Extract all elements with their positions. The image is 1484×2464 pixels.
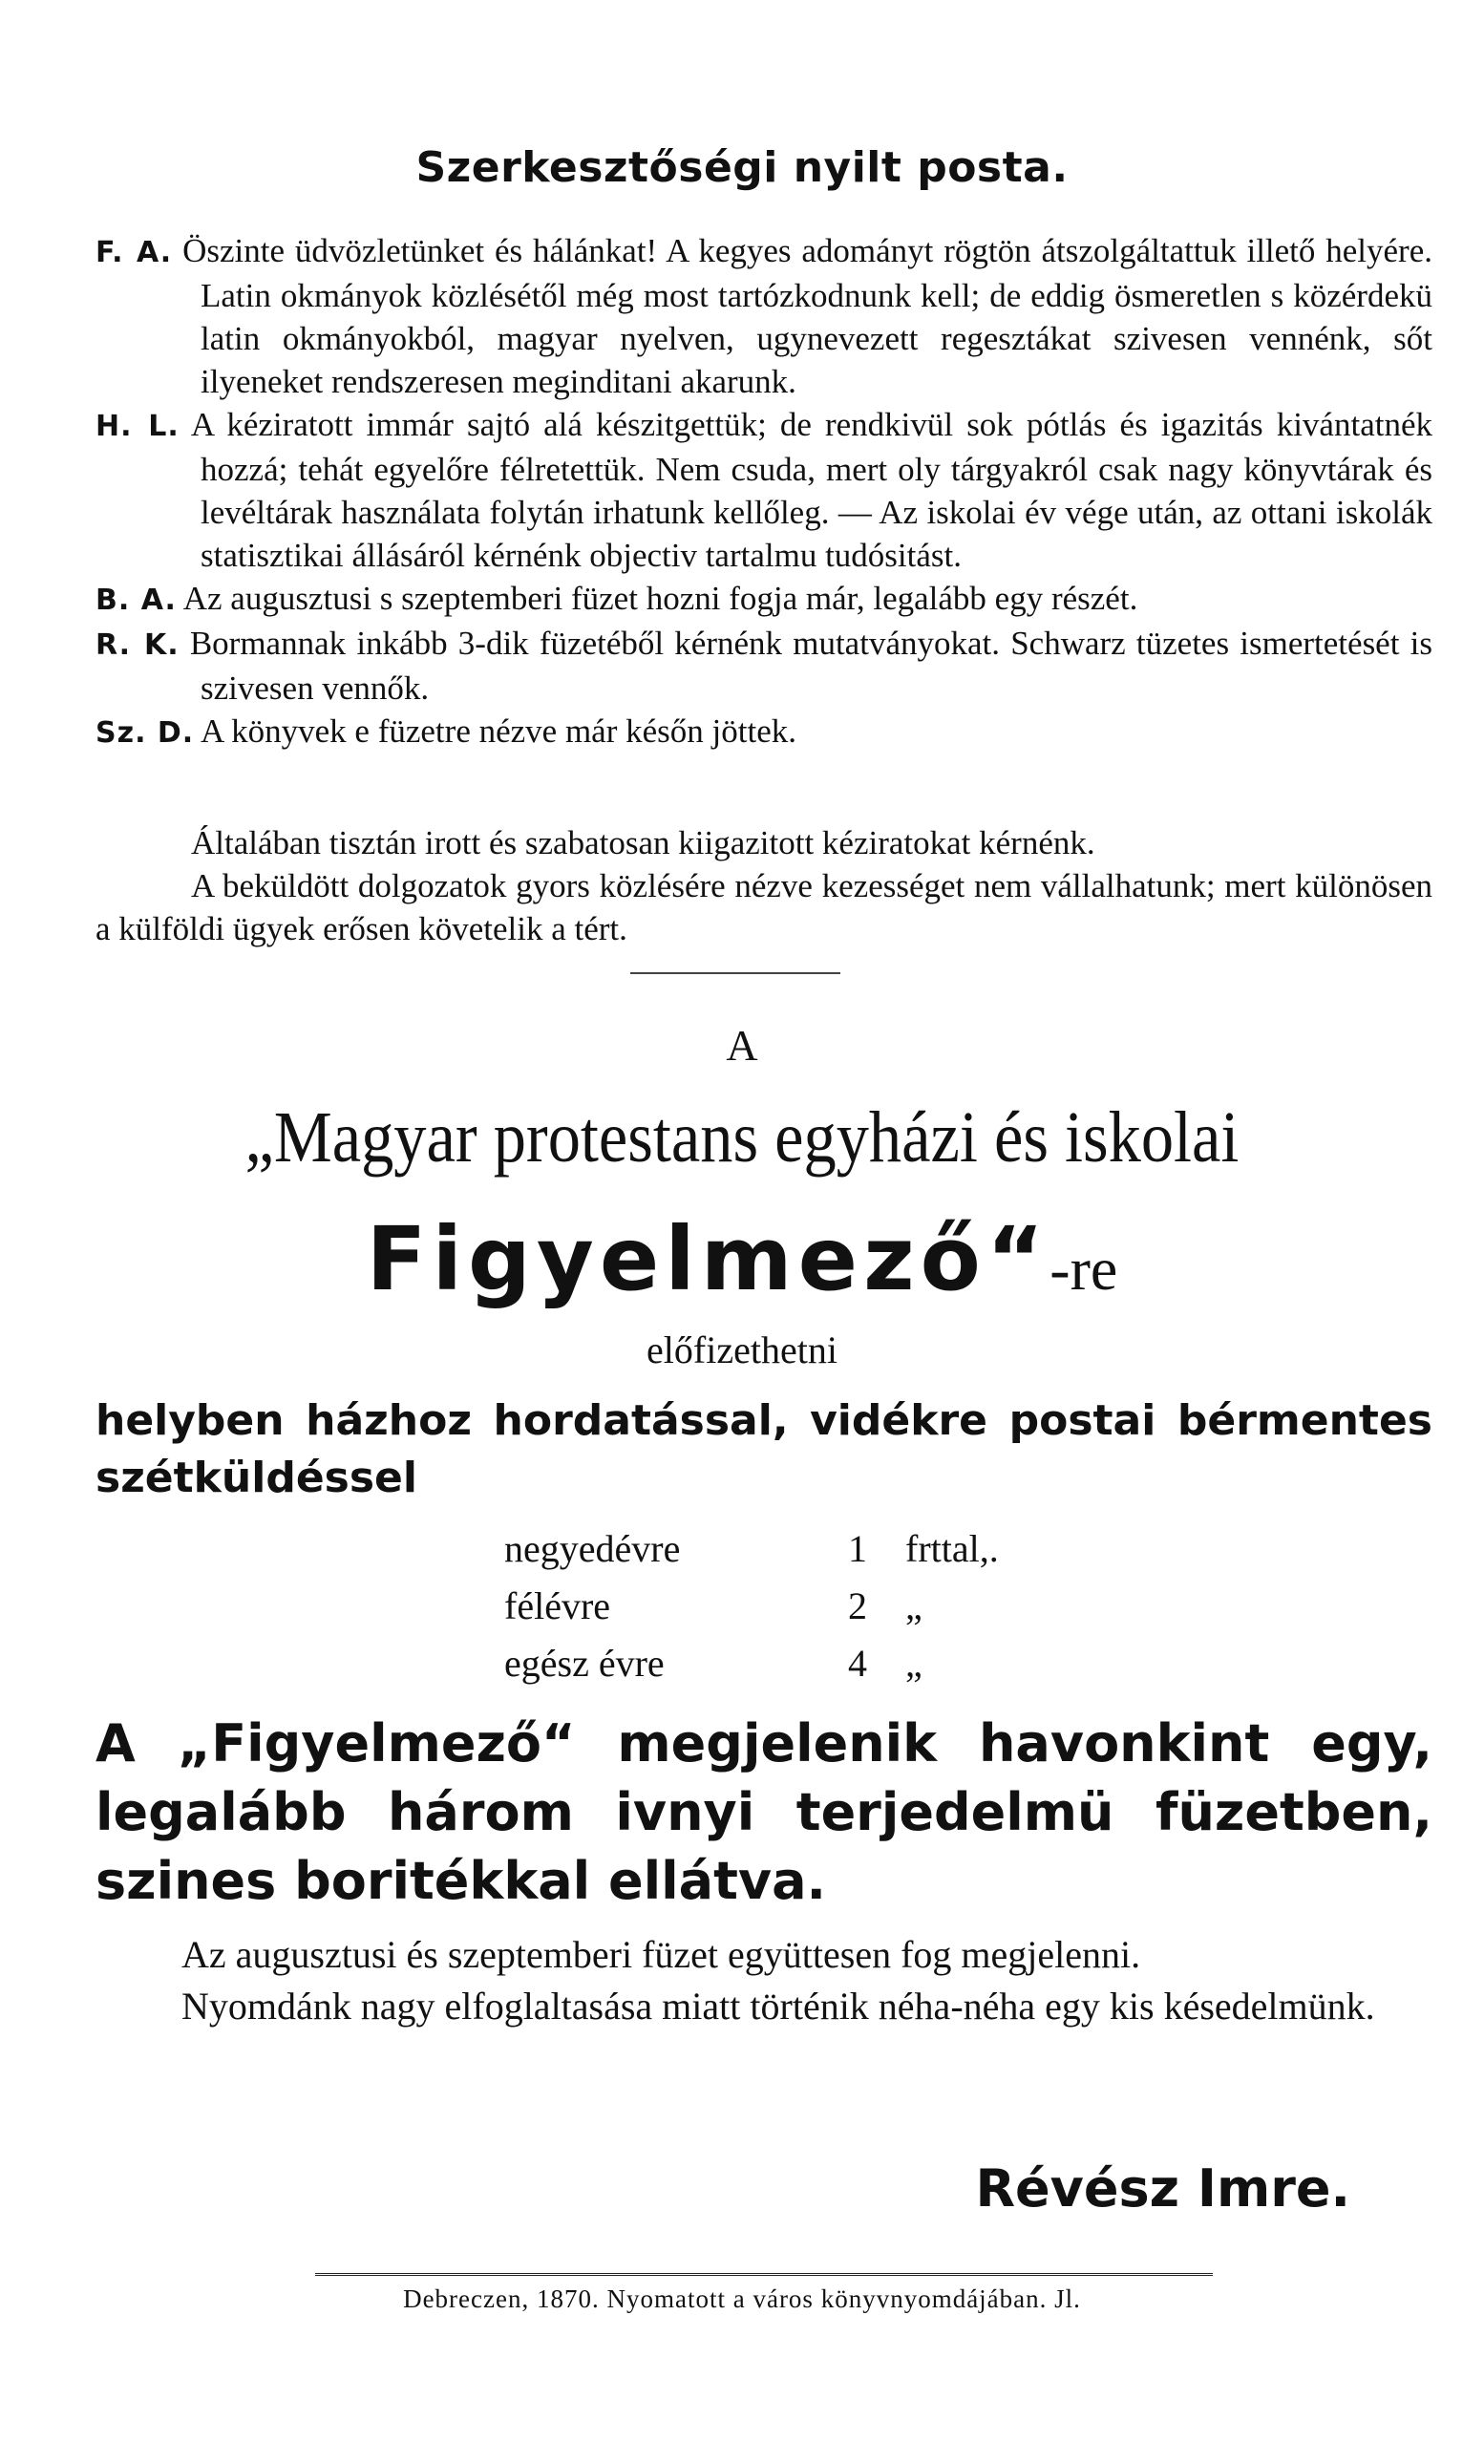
price-unit: „ [905,1642,922,1685]
correspondence-entry [95,710,1432,754]
ad-figyelmezo: Figyelmező“ [366,1208,1050,1310]
entry-text: Öszinte üdvözletünket és hálánkat! A kegyes adományt rögtön átszolgáltattuk illető helyére. Latin okmányok közlésétől még most tartózkodnunk kell; de eddig ösmeretlen s közérdekü latin okmányokból, magyar nyelven, ugynevezett regesztákat szivesen vennénk, sőt ilyeneket rendszeresen meginditani akarunk. [182,232,1432,400]
price-unit: „ [905,1584,922,1627]
ad-suffix: -re [1049,1235,1118,1303]
price-row [504,1635,999,1692]
price-table [504,1520,999,1692]
price-unit: frttal,. [905,1527,999,1570]
general-notice [95,821,1432,950]
entry-signature: B. A. [95,584,177,617]
price-row [504,1578,999,1635]
ad-note: Az augusztusi és szeptemberi füzet együttesen fog megjelenni. [181,1933,1141,1976]
ad-subscribe: előfizethetni [647,1328,837,1371]
ad-article: A [726,1021,758,1070]
correspondence-entry [95,229,1432,403]
editor-signature: Révész Imre. [975,2158,1350,2219]
price-amount: 4 [848,1642,867,1685]
printer-imprint: Debreczen, 1870. Nyomatott a város könyvnyomdájában. Jl. [403,2284,1081,2313]
entry-signature: Sz. D. [95,716,195,750]
ad-announcement: A „Figyelmező“ megjelenik havonkint egy, legalább három ivnyi terjedelmü füzetben, szines boritékkal ellátva. [95,1713,1432,1911]
ad-notes [95,1929,1432,2032]
entry-text: A kéziratott immár sajtó alá készitgettük; de rendkivül sok pótlás és igazitás kivántatnék hozzá; tehát egyelőre félretettük. Nem csuda, mert oly tárgyakról csak nagy könyvtárak és levéltárak használata folytán irhatunk kellőleg. — Az iskolai év vége után, az ottani iskolák statisztikai állásáról kérnénk objectiv tartalmu tudósitást. [190,406,1432,574]
correspondence-entry [95,577,1432,622]
section-divider [630,972,840,974]
price-amount: 2 [848,1584,867,1627]
correspondence-list [95,229,1432,754]
entry-signature: F. A. [95,236,173,269]
entry-text: A könyvek e füzetre nézve már későn jöttek. [201,712,796,750]
correspondence-entry [95,622,1432,710]
price-amount: 1 [848,1527,867,1570]
page-title: Szerkesztőségi nyilt posta. [415,143,1069,192]
entry-signature: H. L. [95,410,180,443]
entry-signature: R. K. [95,628,180,662]
general-notice-paragraph: A beküldött dolgozatok gyors közlésére nézve kezességet nem vállalhatunk; mert különösen a külföldi ügyek erősen követelik a tért. [95,867,1432,947]
ad-delivery: helyben házhoz hordatással, vidékre postai bérmentes szétküldéssel [95,1396,1432,1502]
price-row [504,1520,999,1578]
general-notice-paragraph: Általában tisztán irott és szabatosan kiigazitott kéziratokat kérnénk. [191,824,1095,861]
price-period: negyedévre [504,1527,681,1570]
price-period: egész évre [504,1642,665,1685]
correspondence-entry [95,403,1432,577]
ad-note: Nyomdánk nagy elfoglaltasása miatt történik néha-néha egy kis késedelmünk. [181,1985,1375,2028]
entry-text: Az augusztusi s szeptemberi füzet hozni fogja már, legalább egy részét. [182,580,1138,617]
ad-journal-title: „Magyar protestans egyházi és iskolai [244,1097,1240,1178]
entry-text: Bormannak inkább 3-dik füzetéből kérnénk mutatványokat. Schwarz tüzetes ismertetését is szivesen vennők. [189,625,1432,707]
footer-divider [315,2273,1213,2276]
ad-journal-name [0,1208,1484,1310]
price-period: félévre [504,1584,611,1627]
